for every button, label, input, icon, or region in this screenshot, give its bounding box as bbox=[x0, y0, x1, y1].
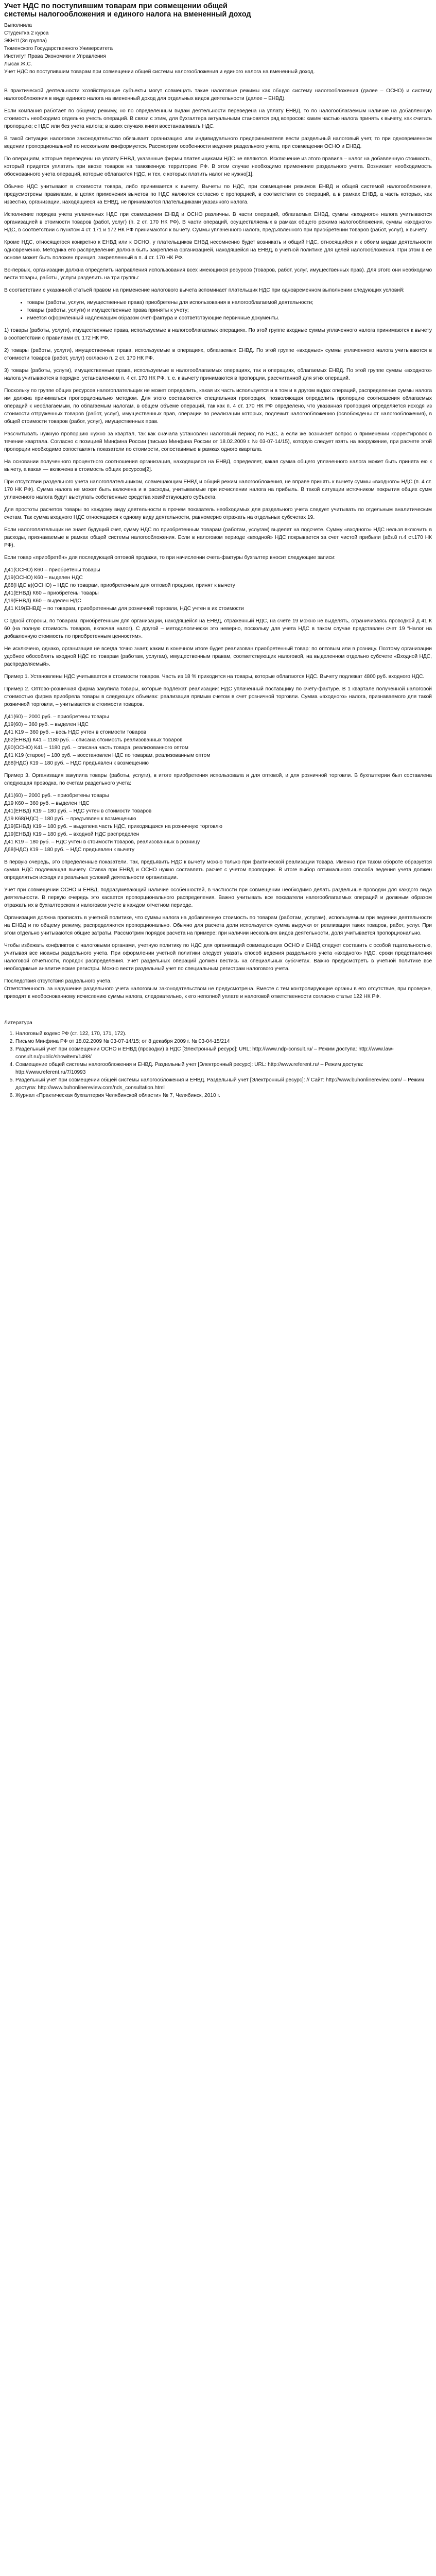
posting-entry: Д41 К19(ЕНВД) – по товарам, приобретенным для розничной торговли, НДС учтен в их стоимости bbox=[4, 606, 244, 612]
literature-item: 4. Совмещение общей системы налогообложения и ЕНВД. Раздельный учет [Электронный ресурс]: URL: http://www.referent.ru/ – Режим доступа: http://www.referent.ru/7/10993 bbox=[15, 1061, 432, 1076]
posting-entry: Д41(60) – 2000 руб. – приобретены товары bbox=[4, 714, 109, 720]
body-paragraph: В соответствии с указанной статьей правом на применение налогового вычета вспоминает плательщик НДС при одновременном выполнении следующих условий: bbox=[4, 287, 405, 293]
literature-item: 2. Письмо Минфина РФ от 18.02.2009 № 03-07-14/15; от 8 декабря 2009 г. № 03-04-15/214 bbox=[15, 1038, 432, 1045]
section-heading: Последствия отсутствия раздельного учета. bbox=[4, 978, 112, 984]
body-paragraph: На основании полученного процентного соотношения организация, находящаяся на ЕНВД, определяет, какая сумма общего уплаченного налога может быть принята ею к вычету, а какая — включена в стоимость общих ресурсов[2]. bbox=[4, 459, 432, 472]
author-role: Выполнила bbox=[4, 23, 32, 28]
literature-item: 5. Раздельный учет при совмещении общей системы налогообложения и ЕНВД. Раздельный учет [Электронный ресурс]: // Сайт: http://www.buhonlinereview.com/ – Режим доступа: http://www.buhonlinereview.com/nds_consultation.html bbox=[15, 1076, 432, 1092]
body-paragraph: С одной стороны, по товарам, приобретенным для организации, находящейся на ЕНВД, отраженный НДС, на счете 19 можно не выделять, ограничиваясь проводкой Д 41 К 60 (на полную стоимость товаров, включая налог). С другой – методологически это неверно, поскольку для учета НДС в таком случае представлен счет 19 “Налог на добавленную стоимость по приобретенным ценностям». bbox=[4, 618, 432, 639]
body-paragraph: При отсутствии раздельного учета налогоплательщиком, совмещающим ЕНВД и общий режим налогообложения, не вправе принять к вычету суммы «входного» НДС (п. 4 ст. 170 НК РФ). Сумма налога не может быть включена и в расходы, учитываемые при исчислении налога на прибыль. В такой ситуации источником покрытия общих сумм уплаченного налога будут выступать собственные средства хозяйствующего субъекта. bbox=[4, 479, 432, 500]
list-item: • товары (работы, услуги) и имущественные права приняты к учету; bbox=[27, 307, 432, 314]
author-student: Студентка 2 курса bbox=[4, 30, 49, 36]
body-paragraph: По операциям, которые переведены на уплату ЕНВД, указанные фирмы плательщиками НДС не являются. Исключение из этого правила – налог на добавленную стоимость, который придется уплатить при ввозе товаров на таможенную территорию РФ. В этом случае необходимо применение раздельного учета. Возникает необходимость обоснованного учета операций, которые облагаются НДС, и тех, с которых платить налог не нужно[1]. bbox=[4, 156, 432, 177]
body-paragraph: Пример 3. Организация закупила товары (работы, услуги), в итоге приобретения использовала и для оптовой, и для розничной торговли. В бухгалтерии был составлена следующая проводка, по счетам раздельного учета: bbox=[4, 773, 432, 786]
body-paragraph: Поскольку по группе общих ресурсов налогоплательщик не может определить, какая их часть используется и в том и в другом видах операций, распределение суммы налога им должна приниматься пропорционально методом. Для этого составляется специальная пропорция, позволяющая определить пропорцию соотношения облагаемых операций к необлагаемым, по облагаемым налогам, в общем объеме операций, так как п. 4 ст. 170 НК РФ определено, что указанная пропорция определяется исходя из стоимости отгруженных товаров (работ, услуг), имущественных прав, операции по реализации которых, подлежит налогообложению (освобождены от налогообложения), в общей стоимости товаров (работ, услуг), имущественных прав. bbox=[4, 388, 432, 425]
posting-entry: Д19 К60 – 360 руб. – выделен НДС bbox=[4, 801, 90, 806]
posting-entry: Д41 К19 (старое) – 180 руб. – восстановлен НДС по товарам, реализованным оптом bbox=[4, 753, 211, 758]
body-paragraph: Ответственность за нарушение раздельного учета налоговым законодательством не предусмотрена. Вместе с тем контролирующие органы в его отсутствие, при проверке, приходят к необоснованному исчислению суммы налога, следовательно, к его неполной уплате и налоговой ответственности согласно статье 122 НК РФ. bbox=[4, 986, 432, 999]
author-university: Тюменского Государственного Университета bbox=[4, 46, 113, 52]
posting-entry: Д19(ЕНВД) К19 – 180 руб. – выделена часть НДС, приходящаяся на розничную торговлю bbox=[4, 824, 222, 829]
literature-heading: Литература bbox=[4, 1020, 32, 1026]
body-paragraph: Пример 2. Оптово-розничная фирма закупила товары, которые подлежат реализации: НДС уплаченный поставщику по счету-фактуре. В 1 квартале полученной налоговой стоимостью фирма приобрела товары в следующих объемах: реализация прямым счетом в счет розничной торговли. Сумма «входного» налога, признаваемого для такой розничной торговли, – учитывается в стоимости товаров. bbox=[4, 686, 432, 707]
body-paragraph: Если товар «приобретён» для последующей оптовой продажи, то при начислении счета-фактуры бухгалтер вносит следующие записи: bbox=[4, 555, 336, 561]
posting-entry: Д41 К19 – 180 руб. – НДС учтен в стоимости товаров, реализованных в розницу bbox=[4, 839, 200, 845]
body-paragraph: Чтобы избежать конфликтов с налоговыми органами, учетную политику по НДС для организаций совмещающих ОСНО и ЕНВД следует составить с особой тщательностью, учитывая все нюансы раздельного учета. При оформлении учетной политики следует указать способ ведения раздельного учета «входного» НДС, сроки представления налоговой отчетности, порядок распределения. Учет раздельных операций должен вестись на специальных субсчетах. Важно предусмотреть в учетной политике все необходимые аналитические регистры. Можно вести раздельный учет по специальным регистрам налогового учета. bbox=[4, 943, 432, 972]
body-paragraph: Для простоты расчетов товары по каждому виду деятельности в прочем показатель необходимых для раздельного учета следует учитывать по отдельным аналитическим счетам. Так сумма входного НДС относящаяся к одному виду деятельности, равномерно отражать на отдельных субсчетах 19. bbox=[4, 507, 432, 520]
document-page bbox=[0, 0, 436, 1108]
body-paragraph: В практической деятельности хозяйствующие субъекты могут совмещать такие налоговые режимы как общую систему налогообложения (далее – ОСНО) и систему налогообложения в виде единого налога на вмененный доход для отдельных видов деятельности (далее – ЕНВД). bbox=[4, 88, 432, 101]
list-item: • товары (работы, услуги, имущественные права) приобретены для использования в налогооблагаемой деятельности; bbox=[27, 299, 432, 307]
body-paragraph: Кроме НДС, относящегося конкретно к ЕНВД или к ОСНО, у плательщиков ЕНВД несомненно будет возникать и общий НДС, относящийся и к обоим видам деятельности одновременно. Методика его распределения должна быть закреплена организацией, находящейся на ЕНВД, в учетной политике для целей налогообложения. При этом в её основе может быть положен принцип, закрепленный в п. 4 ст. 170 НК РФ. bbox=[4, 240, 432, 261]
literature-item: 6. Журнал «Практическая бухгалтерия Челябинской области» № 7, Челябинск, 2010 г. bbox=[15, 1092, 432, 1099]
posting-entry: Д68(НДС) К19 – 180 руб. – НДС предъявлен к возмещению bbox=[4, 760, 149, 766]
posting-entry: Д41(ЕНВД) К60 – приобретены товары bbox=[4, 590, 99, 596]
body-paragraph: Рассчитывать нужную пропорцию нужно за квартал, так как сначала установлен налоговый период по НДС, а если же возникает вопрос о применении корректировок в течение квартала. Согласно с позицией Минфина России (письмо Минфина России от 18.02.2009 г. № 03-07-14/15), которую следует взять на вооружение, при расчете этой пропорции необходимо сопоставлять показатели по стоимости, сопоставимые в рамках одного квартала. bbox=[4, 431, 432, 452]
body-paragraph: 2) товары (работы, услуги), имущественные права, используемые в операциях, облагаемых ЕНВД. По этой группе «входные» суммы уплаченного налога учитываются в стоимости товаров (работ, услуг) согласно п. 2 ст. 170 НК РФ. bbox=[4, 348, 432, 361]
body-paragraph: 1) товары (работы, услуги), имущественные права, используемые в налогооблагаемых операциях. По этой группе входные суммы уплаченного налога принимаются к вычету в соответствии с правилами ст. 172 НК РФ. bbox=[4, 328, 432, 341]
intro-paragraph: Учет НДС по поступившим товарам при совмещении общей системы налогообложения и единого налога на вмененный доход. bbox=[4, 69, 315, 75]
body-paragraph: Если компания работает по общему режиму, но по определенным видам деятельности переведена на уплату ЕНВД, то по налогооблагаемым наличие на добавленную стоимость необходимо отдельно учесть операций. В связи с этим, для бухгалтера актуальными становятся ряд вопросов: каким частью налога принять к вычету, как считать пропорцию; с НДС или без учета налога; в каких случаях книги восстанавливать НДС. bbox=[4, 108, 432, 129]
body-paragraph: Если налогоплательщик не знает будущий счет, сумму НДС по приобретенным товарам (работам, услугам) выделят на подсчете. Сумму «входного» НДС нельзя включить в расходы, признаваемые в рамках общей системы налогообложения. Если в налоговом периоде «входной» НДС покрывается за счет чистой прибыли (абз.8 п.4 ст.170 НК РФ). bbox=[4, 527, 432, 548]
posting-entry: Д90(ОСНО) К41 – 1180 руб. – списана часть товара, реализованного оптом bbox=[4, 745, 188, 751]
posting-entry: Д68(НДС в)(ОСНО) – НДС по товарам, приобретенным для оптовой продажи, принят к вычету bbox=[4, 583, 235, 588]
posting-entry: Д62(ЕНВД) К41 – 1180 руб. – списана стоимость реализованных товаров bbox=[4, 737, 183, 743]
body-paragraph: Обычно НДС учитывают в стоимости товара, либо принимается к вычету. Вычеты по НДС, при совмещении режимов ЕНВД и общей системой налогообложения, предусмотрены правилами, в целях применения вычетов по НДС являются согласно с пропорцией, в соответствии со операций, а в рамках ЕНВД, а часть которых, как известно, организации, находящиеся на ЕНВД, не принимаются плательщиками указанного налога. bbox=[4, 184, 432, 205]
author-name: Лысак Ж.С. bbox=[4, 61, 32, 67]
author-block bbox=[4, 22, 432, 68]
posting-entry: Д41(ЕНВД) К19 – 180 руб. – НДС учтен в стоимости товаров bbox=[4, 808, 152, 814]
body-paragraph: 3) товары (работы, услуги), имущественные права, используемые в налогооблагаемых операциях, так и операциях, облагаемых ЕНВД. По этой группе суммы «входного» налога учитываются в порядке, установленном п. 4 ст. 170 НК РФ, т. е. к вычету принимаются в пропорции, рассчитанной для этих операций. bbox=[4, 368, 432, 381]
body-paragraph: Организация должна прописать в учетной политике, что суммы налога на добавленную стоимость по товарам (работам, услугам), используемым при ведении деятельности на ЕНВД и по общему режиму, распределяются пропорционально. Обычно для расчета доли используется сумма выручки от реализации таких товаров, работ, услуг. При этом отдельно учитываются общие затраты. Рассмотрим порядок расчета на примере: при наличии нескольких видов деятельности, доля учитывается пропорционально. bbox=[4, 915, 432, 936]
body-paragraph: В такой ситуации налоговое законодательство обязывает организацию или индивидуального предпринимателя вести раздельный налоговый учет, то при одновременном ведении пропорциональной по нескольким кинформуется. Рассмотрим особенности ведения раздельного учета, при совмещении ОСНО и ЕНВД. bbox=[4, 136, 432, 149]
body-paragraph: Учет при совмещении ОСНО и ЕНВД, подразумевающий наличие особенностей, в частности при совмещении необходимо делать раздельные проводки для каждого вида деятельности. В первую очередь это касается пропорционального распределения. Важно учитывать все показатели налогооблагаемых операций и должным образом отражать их в бухгалтерском и налоговом учете в каждом отчетном периоде. bbox=[4, 887, 432, 908]
posting-entry: Д19(ЕНВД) К60 – выделен НДС bbox=[4, 598, 81, 604]
posting-entry: Д41(ОСНО) К60 – приобретены товары bbox=[4, 567, 100, 573]
body-paragraph: Во-первых, организации должна определить направления использования всех имеющихся ресурсов (товаров, работ, услуг, имущественных прав). Для этого они необходимо вести товары, работы, услуги разделить на три группы: bbox=[4, 267, 432, 281]
posting-entry: Д19(ОСНО) К60 – выделен НДС bbox=[4, 575, 83, 581]
literature-item: 1. Налоговый кодекс РФ (ст. 122, 170, 171, 172). bbox=[15, 1030, 432, 1038]
body-paragraph: В первую очередь, это определенные показатели. Так, предъявить НДС к вычету можно только при фактической реализации товара. Именно при таком обороте образуется сумма НДС подлежащая вычету. Ставка при ЕНВД и ОСНО нужно составлять расчет с учетом пропорции. В итоге выбор оптимального способа ведения учета должен определяться исходя из реальных условий деятельности организации. bbox=[4, 859, 432, 880]
posting-entry: Д41(60) – 2000 руб. – приобретены товары bbox=[4, 793, 109, 799]
conditions-list bbox=[4, 299, 432, 322]
body-paragraph: Пример 1. Установлены НДС учитывается в стоимости товаров. Часть из 18 % приходится на товары, которые облагаются НДС. Вычету подлежат 4800 руб. входного НДС. bbox=[4, 674, 425, 680]
author-institute: Институт Права Экономики и Управления bbox=[4, 54, 106, 59]
body-paragraph: Исполнение порядка учета уплаченных НДС при совмещении ЕНВД и ОСНО различны. В части операций, облагаемых ЕНВД, суммы «входного» налога учитываются организацией в стоимости товаров (работ, услуг) (п. 2 ст. 170 НК РФ). В части операций, осуществляемых в рамках общего режима налогообложения, суммы «входного» НДС, в соответствии с пунктом 4 ст. 171 и 172 НК РФ принимаются к вычету. Суммы уплаченного налога, предъявленного при приобретении товаров (работ, услуг), к вычету. bbox=[4, 212, 432, 233]
list-item: • имеется оформленный надлежащим образом счет-фактура и соответствующие первичные документы. bbox=[27, 314, 432, 322]
author-group: ЭКН11(3я группа) bbox=[4, 38, 47, 44]
posting-entry: Д41 К19 – 360 руб. – весь НДС учтен в стоимости товаров bbox=[4, 730, 147, 735]
literature-item: 3. Раздельный учет при совмещении ОСНО и ЕНВД (проводки) в НДС [Электронный ресурс]: URL: http://www.ndp-consult.ru/ – Режим доступа: http://www.law-consult.ru/public/showitem/1498/ bbox=[15, 1045, 432, 1061]
literature-list bbox=[4, 1030, 432, 1099]
posting-entry: Д19(ЕНВД) К19 – 180 руб. – входной НДС распределен bbox=[4, 832, 139, 837]
body-paragraph: Не исключено, однако, организация не всегда точно знает, каким в конечном итоге будет реализован приобретенный товар: по оптовым или в розницу. Поэтому организации удобнее обособлять входной НДС по товарам (работам, услугам), имущественным правам, соответствующих налоговой, на выделенном отдельно субсчете «Входной НДС, распределяемый». bbox=[4, 646, 432, 667]
posting-entry: Д19(60) – 360 руб. – выделен НДС bbox=[4, 722, 89, 727]
posting-entry: Д19 К68(НДС) – 180 руб. – предъявлен к возмещению bbox=[4, 816, 136, 822]
posting-entry: Д68(НДС) К19 – 180 руб. – НДС предъявлен к вычету bbox=[4, 847, 135, 853]
spacer bbox=[4, 76, 432, 87]
document-title: Учет НДС по поступившим товарам при совмещении общей системы налогообложения и единого налога на вмененный доход bbox=[4, 2, 251, 19]
